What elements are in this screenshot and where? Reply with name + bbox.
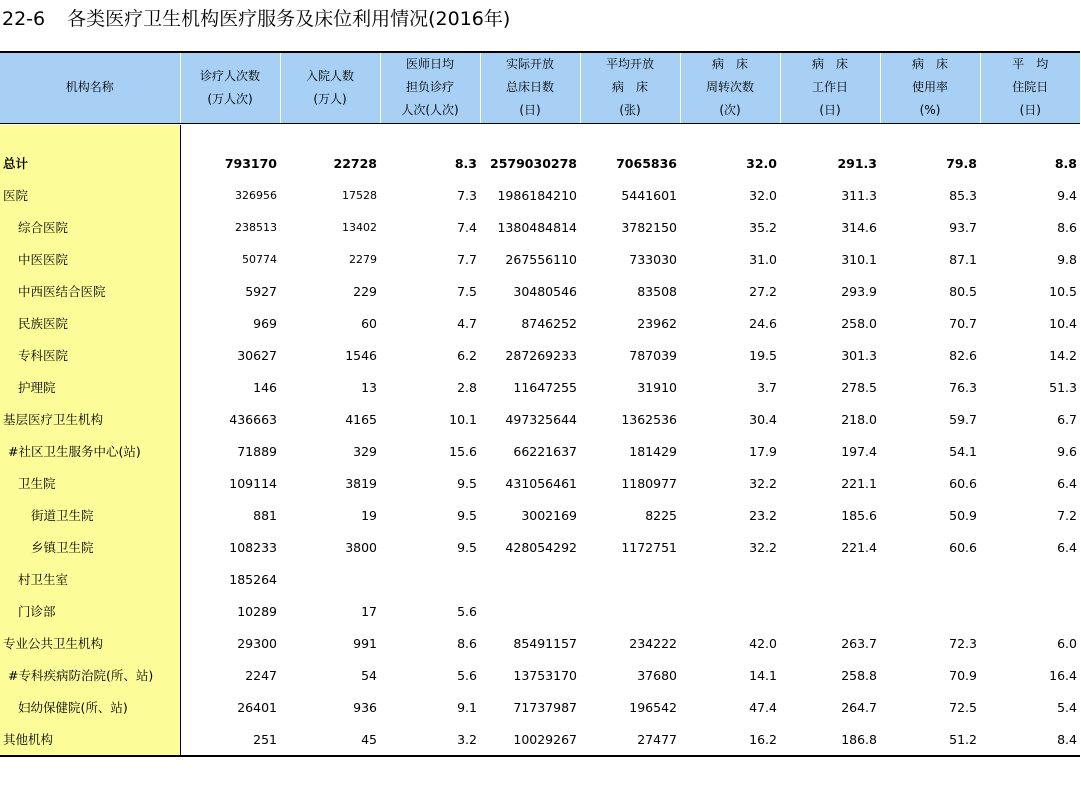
- table-cell: [580, 563, 680, 595]
- table-cell: 186.8: [780, 723, 880, 756]
- table-cell: 787039: [629, 347, 677, 363]
- row-label: 基层医疗卫生机构: [0, 403, 180, 435]
- column-header-line: 平均开放: [605, 57, 654, 72]
- table-cell: 1546: [345, 347, 377, 363]
- table-cell: 23962: [637, 315, 677, 331]
- table-row: [0, 339, 1080, 371]
- table-cell: 3.7: [757, 379, 777, 395]
- table-cell: 16.4: [1049, 667, 1077, 683]
- table-cell: 146: [253, 379, 277, 395]
- column-header-line: 机构名称: [65, 80, 114, 95]
- column-header-line: 病 床: [611, 80, 648, 95]
- table-cell: 185.6: [841, 507, 877, 523]
- table-cell: 13753170: [513, 667, 577, 683]
- row-label: 门诊部: [0, 595, 180, 627]
- row-label: 总计: [0, 147, 180, 179]
- table-cell: 291.3: [837, 155, 877, 171]
- column-header-line: (%): [919, 103, 941, 118]
- column-header-line: (万人): [313, 91, 347, 106]
- table-cell: 70.9: [949, 667, 977, 683]
- table-cell: 8.6: [457, 635, 477, 651]
- table-row: [0, 307, 1080, 339]
- table-cell: 287269233: [505, 347, 577, 363]
- table-cell: 3819: [345, 475, 377, 491]
- table-cell: 6.2: [457, 347, 477, 363]
- table-cell: 51.2: [880, 723, 980, 756]
- table-cell: 51.3: [1049, 379, 1077, 395]
- table-cell: 9.6: [1057, 443, 1077, 459]
- table-cell: 14.2: [1049, 347, 1077, 363]
- table-cell: 85.3: [949, 187, 977, 203]
- table-cell: 181429: [629, 443, 677, 459]
- table-cell: 326956: [235, 188, 277, 202]
- table-cell: 72.3: [949, 635, 977, 651]
- table-cell: 258.8: [841, 667, 877, 683]
- table-cell: 3800: [345, 539, 377, 555]
- table-cell: 45: [280, 723, 380, 756]
- row-label: 村卫生室: [0, 563, 180, 595]
- table-cell: 733030: [629, 251, 677, 267]
- column-header-3: [380, 52, 480, 123]
- table-cell: 263.7: [841, 635, 877, 651]
- table-cell: 793170: [224, 155, 277, 171]
- table-cell: 881: [253, 507, 277, 523]
- row-label: 中医医院: [0, 243, 180, 275]
- table-cell: 229: [353, 283, 377, 299]
- row-label: 专业公共卫生机构: [0, 627, 180, 659]
- table-cell: 30480546: [513, 283, 577, 299]
- table-cell: 4.7: [457, 315, 477, 331]
- table-cell: 8.8: [1054, 155, 1077, 171]
- table-cell: 8746252: [521, 315, 577, 331]
- table-row: [0, 659, 1080, 691]
- table-cell: 258.0: [841, 315, 877, 331]
- table-cell: 301.3: [841, 347, 877, 363]
- table-cell: 82.6: [949, 347, 977, 363]
- table-cell: 19: [361, 507, 377, 523]
- column-header-line: 医师日均: [405, 57, 454, 72]
- table-cell: [480, 595, 580, 627]
- table-cell: 2.8: [457, 379, 477, 395]
- table-cell: 7.5: [457, 283, 477, 299]
- column-header-line: 使用率: [911, 80, 948, 95]
- column-header-line: 人次(人次): [401, 103, 459, 118]
- table-cell: 71737987: [513, 699, 577, 715]
- table-cell: 5441601: [621, 187, 677, 203]
- table-title: 各类医疗卫生机构医疗服务及床位利用情况(2016年): [67, 8, 511, 30]
- column-header-line: 平 均: [1012, 57, 1049, 72]
- table-cell: 197.4: [841, 443, 877, 459]
- row-label: 专科医院: [0, 339, 180, 371]
- table-cell: 19.5: [749, 347, 777, 363]
- table-cell: 497325644: [505, 411, 577, 427]
- column-header-4: [480, 52, 580, 123]
- row-label: 综合医院: [0, 211, 180, 243]
- table-cell: 10.5: [1049, 283, 1077, 299]
- table-cell: 32.0: [749, 187, 777, 203]
- table-cell: 1180977: [621, 475, 677, 491]
- table-cell: 50.9: [949, 507, 977, 523]
- table-cell: 1380484814: [497, 219, 577, 235]
- table-cell: 60.6: [949, 475, 977, 491]
- column-header-line: 病 床: [811, 57, 848, 72]
- table-cell: 10.4: [1049, 315, 1077, 331]
- table-cell: 30.4: [749, 411, 777, 427]
- table-body: [0, 125, 1080, 756]
- row-label: #专科疾病防治院(所、站): [0, 659, 180, 691]
- table-cell: 278.5: [841, 379, 877, 395]
- table-cell: [680, 563, 780, 595]
- table-cell: 87.1: [949, 251, 977, 267]
- table-cell: 14.1: [749, 667, 777, 683]
- table-cell: 60.6: [949, 539, 977, 555]
- table-cell: [780, 595, 880, 627]
- table-row: [0, 691, 1080, 723]
- table-cell: 42.0: [749, 635, 777, 651]
- table-cell: [980, 563, 1080, 595]
- table-cell: 60: [361, 315, 377, 331]
- table-cell: 10029267: [480, 723, 580, 756]
- table-cell: 3.2: [380, 723, 480, 756]
- table-row: [0, 179, 1080, 211]
- column-header-line: 担负诊疗: [405, 80, 454, 95]
- table-row: [0, 723, 1080, 756]
- table-cell: 13402: [342, 220, 377, 234]
- table-cell: 1362536: [621, 411, 677, 427]
- table-cell: 221.4: [841, 539, 877, 555]
- table-cell: 32.2: [749, 475, 777, 491]
- column-header-line: 实际开放: [505, 57, 554, 72]
- table-cell: 10.1: [449, 411, 477, 427]
- row-label: 乡镇卫生院: [0, 531, 180, 563]
- table-cell: 5927: [245, 283, 277, 299]
- column-header-line: 病 床: [711, 57, 748, 72]
- table-cell: 31910: [637, 379, 677, 395]
- table-cell: 7065836: [616, 155, 677, 171]
- table-cell: 310.1: [841, 251, 877, 267]
- table-cell: 50774: [242, 252, 277, 266]
- table-row: [0, 563, 1080, 595]
- column-header-line: 诊疗人次数: [199, 68, 260, 83]
- table-cell: 10289: [237, 603, 277, 619]
- column-header-line: 周转次数: [705, 80, 754, 95]
- table-row: [0, 627, 1080, 659]
- table-cell: 264.7: [841, 699, 877, 715]
- row-label: 护理院: [0, 371, 180, 403]
- table-cell: 267556110: [505, 251, 577, 267]
- table-cell: 221.1: [841, 475, 877, 491]
- table-cell: 8.6: [1057, 219, 1077, 235]
- table-cell: [280, 563, 380, 595]
- table-cell: 7.7: [457, 251, 477, 267]
- hospital-service-table: [0, 51, 1080, 757]
- table-cell: 9.1: [457, 699, 477, 715]
- table-cell: 1986184210: [497, 187, 577, 203]
- row-label: 妇幼保健院(所、站): [0, 691, 180, 723]
- table-cell: 76.3: [949, 379, 977, 395]
- table-cell: 9.5: [457, 539, 477, 555]
- table-cell: 80.5: [949, 283, 977, 299]
- table-cell: 26401: [237, 699, 277, 715]
- table-cell: 9.5: [457, 475, 477, 491]
- column-header-line: (日): [519, 103, 541, 118]
- table-cell: 66221637: [513, 443, 577, 459]
- table-cell: 6.4: [1057, 539, 1077, 555]
- table-cell: 70.7: [949, 315, 977, 331]
- table-cell: 6.0: [1057, 635, 1077, 651]
- table-cell: [880, 563, 980, 595]
- column-header-7: [780, 52, 880, 123]
- table-row: [0, 531, 1080, 563]
- column-header-line: (日): [1019, 103, 1041, 118]
- table-cell: 85491157: [513, 635, 577, 651]
- row-label: 中西医结合医院: [0, 275, 180, 307]
- row-label: #社区卫生服务中心(站): [0, 435, 180, 467]
- table-cell: 27.2: [749, 283, 777, 299]
- table-cell: 1172751: [621, 539, 677, 555]
- table-cell: 15.6: [449, 443, 477, 459]
- table-cell: [780, 563, 880, 595]
- table-cell: 314.6: [841, 219, 877, 235]
- table-row: [0, 595, 1080, 627]
- column-header-line: (日): [819, 103, 841, 118]
- table-cell: 109114: [229, 475, 277, 491]
- column-header-8: [880, 52, 980, 123]
- table-cell: 8.3: [454, 155, 477, 171]
- table-cell: 6.7: [1057, 411, 1077, 427]
- table-cell: 991: [353, 635, 377, 651]
- table-cell: 185264: [229, 571, 277, 587]
- table-cell: 17: [361, 603, 377, 619]
- table-cell: 13: [361, 379, 377, 395]
- table-cell: 79.8: [946, 155, 977, 171]
- column-header-1: [180, 52, 280, 123]
- table-cell: 2279: [349, 252, 377, 266]
- table-cell: 4165: [345, 411, 377, 427]
- table-cell: 17528: [342, 188, 377, 202]
- table-cell: 9.8: [1057, 251, 1077, 267]
- table-cell: 24.6: [749, 315, 777, 331]
- table-row: [0, 211, 1080, 243]
- table-cell: 93.7: [949, 219, 977, 235]
- table-row: [0, 403, 1080, 435]
- table-row: [0, 275, 1080, 307]
- table-cell: 17.9: [749, 443, 777, 459]
- table-cell: 9.5: [457, 507, 477, 523]
- column-header-2: [280, 52, 380, 123]
- table-cell: 436663: [229, 411, 277, 427]
- table-cell: 238513: [235, 220, 277, 234]
- table-cell: [680, 595, 780, 627]
- table-cell: 218.0: [841, 411, 877, 427]
- table-cell: 16.2: [680, 723, 780, 756]
- table-cell: 936: [353, 699, 377, 715]
- table-cell: 7.4: [457, 219, 477, 235]
- column-header-line: 入院人数: [305, 68, 354, 83]
- table-cell: 30627: [237, 347, 277, 363]
- table-cell: 329: [353, 443, 377, 459]
- column-header-6: [680, 52, 780, 123]
- column-header-line: (次): [719, 103, 741, 118]
- table-cell: 83508: [637, 283, 677, 299]
- header-row: [0, 52, 1080, 123]
- table-cell: 29300: [237, 635, 277, 651]
- table-cell: 22728: [333, 155, 377, 171]
- table-cell: 32.2: [749, 539, 777, 555]
- table-cell: 969: [253, 315, 277, 331]
- table-cell: 59.7: [949, 411, 977, 427]
- table-cell: 234222: [629, 635, 677, 651]
- column-header-5: [580, 52, 680, 123]
- table-cell: 251: [180, 723, 280, 756]
- table-cell: 6.4: [1057, 475, 1077, 491]
- column-header-line: 工作日: [811, 80, 848, 95]
- table-cell: 2579030278: [490, 155, 577, 171]
- table-cell: 32.0: [746, 155, 777, 171]
- row-label: 医院: [0, 179, 180, 211]
- table-cell: 54.1: [949, 443, 977, 459]
- table-cell: 5.6: [457, 667, 477, 683]
- table-cell: [580, 595, 680, 627]
- table-cell: 2247: [245, 667, 277, 683]
- row-label: 民族医院: [0, 307, 180, 339]
- table-number: 22-6: [2, 8, 46, 30]
- row-label: 其他机构: [0, 723, 180, 756]
- table-cell: 9.4: [1057, 187, 1077, 203]
- table-cell: 3782150: [621, 219, 677, 235]
- table-cell: [480, 563, 580, 595]
- page-title: [2, 5, 510, 33]
- table-cell: 35.2: [749, 219, 777, 235]
- table-cell: 196542: [629, 699, 677, 715]
- table-row: [0, 435, 1080, 467]
- table-cell: 3002169: [521, 507, 577, 523]
- table-cell: [980, 595, 1080, 627]
- column-header-9: [980, 52, 1080, 123]
- table-row: [0, 147, 1080, 179]
- row-label: 卫生院: [0, 467, 180, 499]
- table-cell: 37680: [637, 667, 677, 683]
- table-cell: 54: [361, 667, 377, 683]
- table-cell: 71889: [237, 443, 277, 459]
- column-header-line: (万人次): [207, 91, 253, 106]
- table-row: [0, 371, 1080, 403]
- table-cell: 72.5: [949, 699, 977, 715]
- table-row: [0, 467, 1080, 499]
- column-header-line: 病 床: [911, 57, 948, 72]
- table-cell: 23.2: [749, 507, 777, 523]
- table-row: [0, 499, 1080, 531]
- table-cell: 47.4: [749, 699, 777, 715]
- table-row: [0, 243, 1080, 275]
- table-cell: 31.0: [749, 251, 777, 267]
- table-cell: 8.4: [980, 723, 1080, 756]
- table-cell: 431056461: [505, 475, 577, 491]
- table-cell: 8225: [645, 507, 677, 523]
- table-cell: 7.3: [457, 187, 477, 203]
- table-cell: 108233: [229, 539, 277, 555]
- row-label: 街道卫生院: [0, 499, 180, 531]
- column-header-line: 住院日: [1012, 80, 1049, 95]
- table-cell: 293.9: [841, 283, 877, 299]
- column-header-line: (张): [619, 103, 641, 118]
- table-cell: 27477: [580, 723, 680, 756]
- column-header-line: 总床日数: [505, 80, 554, 95]
- table-cell: 311.3: [841, 187, 877, 203]
- table-cell: 11647255: [513, 379, 577, 395]
- table-cell: 5.6: [457, 603, 477, 619]
- table-cell: 7.2: [1057, 507, 1077, 523]
- table-cell: 5.4: [1057, 699, 1077, 715]
- table-cell: [880, 595, 980, 627]
- table-cell: [380, 563, 480, 595]
- column-header-0: [0, 52, 180, 123]
- table-cell: 428054292: [505, 539, 577, 555]
